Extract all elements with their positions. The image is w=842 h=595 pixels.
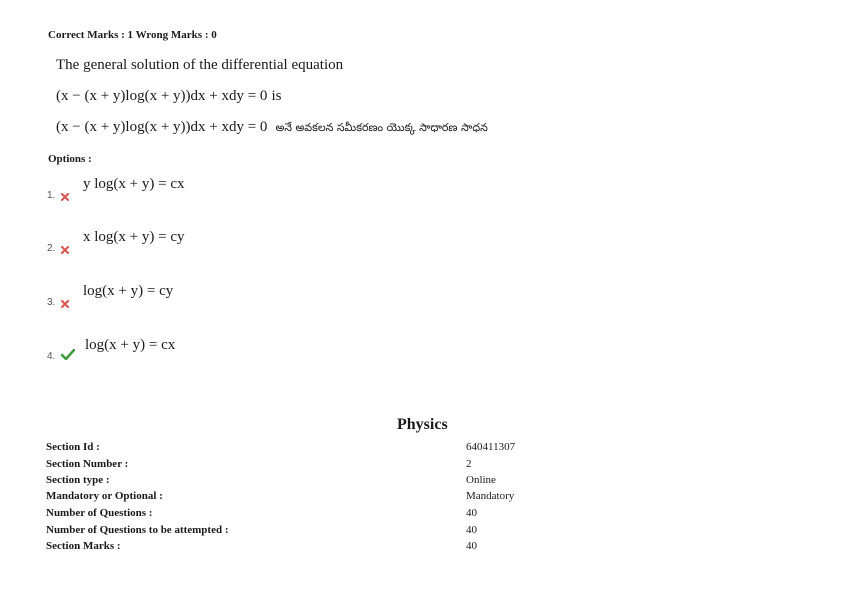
meta-label: Section Id : [46,441,100,453]
question-equation-te [56,118,488,137]
cross-icon [61,188,69,206]
option-number: 2. [47,243,56,254]
meta-label: Section Number : [46,458,129,470]
equation-text: (x − (x + y)log(x + y))dx + xdy = 0 [56,88,268,104]
telugu-text: అనే అవకలన సమీకరణం యొక్క సాధారణ సాధన [275,121,488,134]
equation-suffix: is [271,88,282,104]
meta-label: Mandatory or Optional : [46,490,163,502]
option-number: 4. [47,351,56,362]
cross-icon [61,295,69,313]
equation-text-te: (x − (x + y)log(x + y))dx + xdy = 0 [56,119,268,135]
marks-info: Correct Marks : 1 Wrong Marks : 0 [48,29,217,41]
option-math: x log(x + y) = cy [83,229,185,245]
question-equation-en [56,87,281,105]
question-block [56,55,488,135]
meta-value: 640411307 [466,441,516,453]
meta-label: Number of Questions to be attempted : [46,524,229,536]
meta-label: Section type : [46,474,110,486]
option-math: log(x + y) = cy [83,283,174,299]
question-prompt: The general solution of the differential equation [56,57,344,73]
option-math: y log(x + y) = cx [83,176,185,192]
option-math: log(x + y) = cx [85,337,176,353]
cross-icon [61,241,69,259]
meta-label: Number of Questions : [46,507,153,519]
section-title: Physics [397,416,448,433]
option-number: 1. [47,190,56,201]
meta-value: Mandatory [466,490,515,502]
meta-value: 40 [466,524,477,536]
check-icon [61,347,75,365]
meta-value: 2 [466,458,472,470]
meta-value: 40 [466,540,477,552]
options-label: Options : [48,153,92,165]
meta-label: Section Marks : [46,540,121,552]
meta-value: 40 [466,507,477,519]
option-number: 3. [47,297,56,308]
meta-value: Online [466,474,496,486]
